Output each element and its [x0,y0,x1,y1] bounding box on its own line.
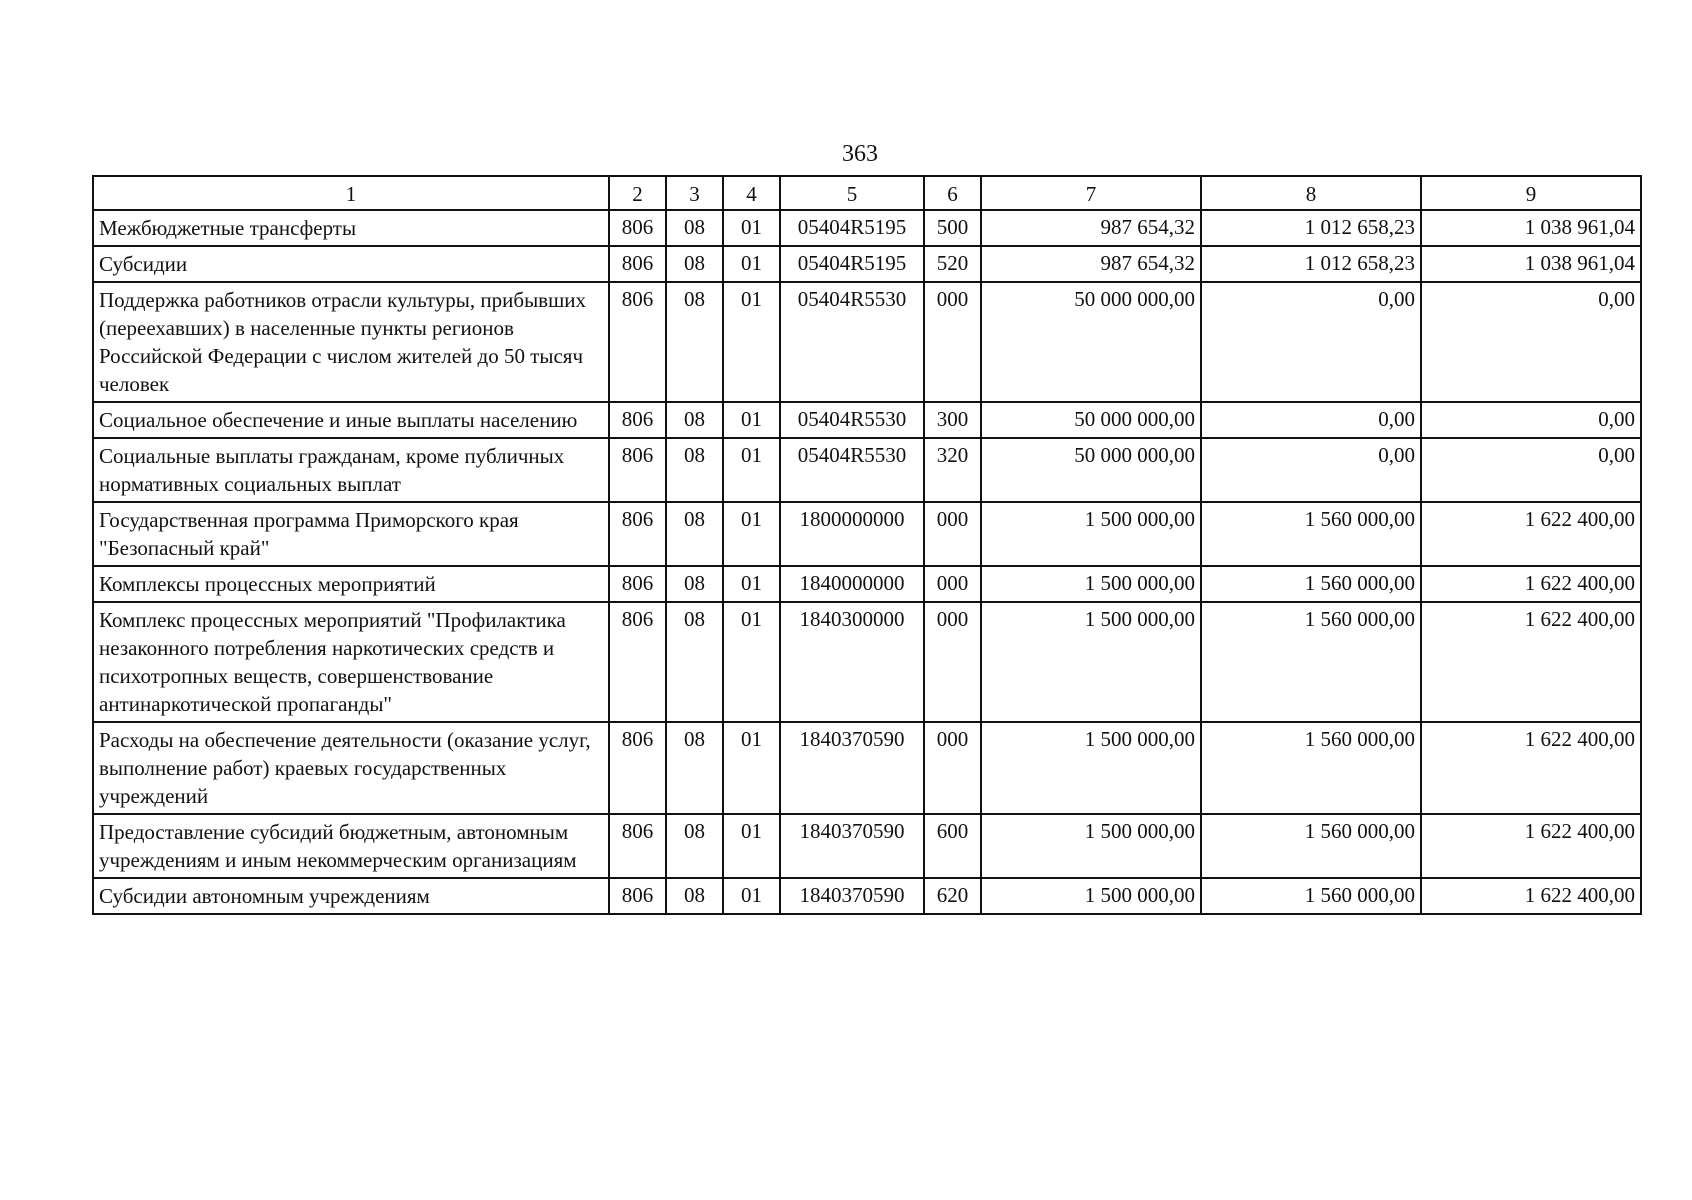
subsection-code: 01 [723,438,780,502]
amount-col-9: 0,00 [1421,438,1641,502]
ministry-code: 806 [609,814,666,878]
ministry-code: 806 [609,878,666,914]
expense-type-code: 320 [924,438,981,502]
amount-col-7: 987 654,32 [981,210,1201,246]
subsection-code: 01 [723,210,780,246]
expense-type-code: 000 [924,602,981,722]
ministry-code: 806 [609,246,666,282]
amount-col-8: 1 560 000,00 [1201,502,1421,566]
subsection-code: 01 [723,878,780,914]
subsection-code: 01 [723,814,780,878]
table-row [93,402,1641,438]
header-cell-2: 2 [609,176,666,210]
row-description: Комплексы процессных мероприятий [93,566,609,602]
amount-col-8: 0,00 [1201,438,1421,502]
row-description: Комплекс процессных мероприятий "Профилактика незаконного потребления наркотических средств и психотропных веществ, совершенствование антинаркотической пропаганды" [93,602,609,722]
section-code: 08 [666,566,723,602]
amount-col-7: 987 654,32 [981,246,1201,282]
section-code: 08 [666,602,723,722]
section-code: 08 [666,402,723,438]
subsection-code: 01 [723,566,780,602]
ministry-code: 806 [609,210,666,246]
expense-type-code: 600 [924,814,981,878]
table-row [93,438,1641,502]
expense-type-code: 000 [924,566,981,602]
amount-col-9: 1 622 400,00 [1421,502,1641,566]
header-cell-6: 6 [924,176,981,210]
target-article-code: 1840370590 [780,878,924,914]
target-article-code: 1840370590 [780,722,924,814]
ministry-code: 806 [609,502,666,566]
amount-col-9: 1 622 400,00 [1421,602,1641,722]
amount-col-7: 50 000 000,00 [981,438,1201,502]
table-row [93,502,1641,566]
header-cell-8: 8 [1201,176,1421,210]
amount-col-9: 1 622 400,00 [1421,814,1641,878]
subsection-code: 01 [723,282,780,402]
target-article-code: 1800000000 [780,502,924,566]
ministry-code: 806 [609,282,666,402]
section-code: 08 [666,878,723,914]
amount-col-8: 1 012 658,23 [1201,246,1421,282]
subsection-code: 01 [723,402,780,438]
section-code: 08 [666,502,723,566]
amount-col-7: 50 000 000,00 [981,402,1201,438]
table-row [93,210,1641,246]
amount-col-7: 1 500 000,00 [981,502,1201,566]
amount-col-8: 1 560 000,00 [1201,602,1421,722]
ministry-code: 806 [609,722,666,814]
amount-col-9: 0,00 [1421,282,1641,402]
amount-col-8: 1 560 000,00 [1201,814,1421,878]
row-description: Предоставление субсидий бюджетным, автономным учреждениям и иным некоммерческим организациям [93,814,609,878]
page-number: 363 [842,141,878,167]
expense-type-code: 520 [924,246,981,282]
amount-col-9: 1 622 400,00 [1421,878,1641,914]
table-row [93,566,1641,602]
budget-table [92,175,1642,915]
section-code: 08 [666,722,723,814]
target-article-code: 05404R5195 [780,210,924,246]
amount-col-7: 50 000 000,00 [981,282,1201,402]
expense-type-code: 000 [924,722,981,814]
amount-col-8: 1 560 000,00 [1201,722,1421,814]
header-cell-7: 7 [981,176,1201,210]
row-description: Расходы на обеспечение деятельности (оказание услуг, выполнение работ) краевых государственных учреждений [93,722,609,814]
row-description: Субсидии [93,246,609,282]
subsection-code: 01 [723,246,780,282]
expense-type-code: 000 [924,502,981,566]
subsection-code: 01 [723,602,780,722]
table-row [93,602,1641,722]
table-row [93,246,1641,282]
target-article-code: 1840000000 [780,566,924,602]
amount-col-7: 1 500 000,00 [981,722,1201,814]
amount-col-7: 1 500 000,00 [981,602,1201,722]
target-article-code: 05404R5530 [780,402,924,438]
expense-type-code: 300 [924,402,981,438]
table-row [93,878,1641,914]
ministry-code: 806 [609,438,666,502]
amount-col-9: 1 038 961,04 [1421,246,1641,282]
row-description: Субсидии автономным учреждениям [93,878,609,914]
row-description: Социальное обеспечение и иные выплаты населению [93,402,609,438]
amount-col-8: 1 560 000,00 [1201,878,1421,914]
amount-col-9: 1 038 961,04 [1421,210,1641,246]
amount-col-9: 1 622 400,00 [1421,566,1641,602]
header-cell-9: 9 [1421,176,1641,210]
expense-type-code: 000 [924,282,981,402]
header-cell-5: 5 [780,176,924,210]
header-cell-4: 4 [723,176,780,210]
amount-col-8: 1 560 000,00 [1201,566,1421,602]
expense-type-code: 620 [924,878,981,914]
subsection-code: 01 [723,722,780,814]
row-description: Государственная программа Приморского края "Безопасный край" [93,502,609,566]
amount-col-9: 0,00 [1421,402,1641,438]
table-row [93,814,1641,878]
target-article-code: 05404R5530 [780,438,924,502]
header-cell-3: 3 [666,176,723,210]
section-code: 08 [666,438,723,502]
ministry-code: 806 [609,566,666,602]
amount-col-7: 1 500 000,00 [981,878,1201,914]
section-code: 08 [666,246,723,282]
table-row [93,282,1641,402]
expense-type-code: 500 [924,210,981,246]
section-code: 08 [666,282,723,402]
subsection-code: 01 [723,502,780,566]
section-code: 08 [666,210,723,246]
amount-col-8: 0,00 [1201,282,1421,402]
section-code: 08 [666,814,723,878]
target-article-code: 1840300000 [780,602,924,722]
ministry-code: 806 [609,602,666,722]
amount-col-7: 1 500 000,00 [981,814,1201,878]
header-cell-1: 1 [93,176,609,210]
table-row [93,722,1641,814]
amount-col-8: 0,00 [1201,402,1421,438]
header-row [93,176,1641,210]
amount-col-7: 1 500 000,00 [981,566,1201,602]
amount-col-8: 1 012 658,23 [1201,210,1421,246]
row-description: Социальные выплаты гражданам, кроме публичных нормативных социальных выплат [93,438,609,502]
ministry-code: 806 [609,402,666,438]
target-article-code: 05404R5195 [780,246,924,282]
row-description: Поддержка работников отрасли культуры, прибывших (переехавших) в населенные пункты регионов Российской Федерации с числом жителей до 50 тысяч человек [93,282,609,402]
target-article-code: 1840370590 [780,814,924,878]
row-description: Межбюджетные трансферты [93,210,609,246]
target-article-code: 05404R5530 [780,282,924,402]
amount-col-9: 1 622 400,00 [1421,722,1641,814]
